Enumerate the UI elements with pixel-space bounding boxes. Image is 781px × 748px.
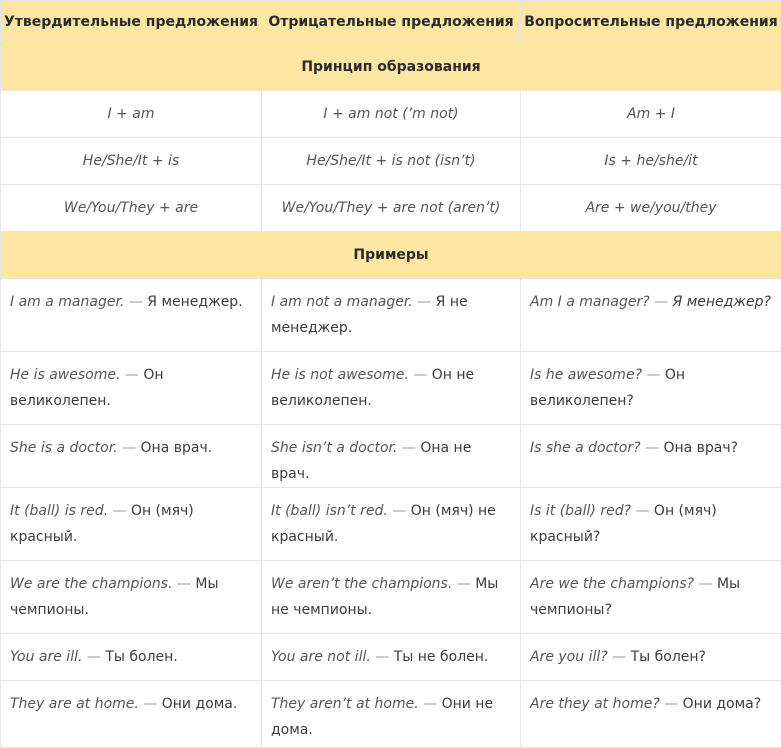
example-dash: — <box>409 367 432 383</box>
example-dash: — <box>660 696 683 712</box>
example-english: Are they at home? <box>530 696 660 712</box>
example-russian: Они дома. <box>162 696 238 712</box>
example-russian: Они дома? <box>683 696 762 712</box>
example-russian: Ты болен. <box>105 649 177 665</box>
example-english: You are ill. <box>10 649 82 665</box>
example-cell <box>1 279 262 352</box>
example-dash: — <box>650 294 673 310</box>
example-dash: — <box>452 576 475 592</box>
section-examples-title: Примеры <box>1 232 781 279</box>
example-cell <box>521 561 781 634</box>
example-russian: Я не менеджер. <box>271 294 468 336</box>
formula-cell: He/She/It + is not (isn’t) <box>262 138 521 185</box>
example-english: You are not ill. <box>271 649 371 665</box>
example-russian: Он не великолепен. <box>271 367 474 409</box>
example-russian: Я менеджер? <box>673 294 771 310</box>
example-row <box>1 681 781 748</box>
example-dash: — <box>419 696 442 712</box>
example-english: She isn’t a doctor. <box>271 440 397 456</box>
example-cell <box>262 488 521 561</box>
example-cell <box>262 352 521 425</box>
example-russian: Мы чемпионы? <box>530 576 740 618</box>
section-formation-row <box>1 44 781 91</box>
example-cell <box>262 561 521 634</box>
example-english: She is a doctor. <box>10 440 118 456</box>
example-cell <box>521 634 781 681</box>
example-cell <box>521 488 781 561</box>
example-dash: — <box>388 503 411 519</box>
example-english: They are at home. <box>10 696 139 712</box>
example-english: He is not awesome. <box>271 367 409 383</box>
example-english: It (ball) isn’t red. <box>271 503 388 519</box>
example-english: Are we the champions? <box>530 576 694 592</box>
example-dash: — <box>397 440 420 456</box>
header-affirmative: Утвердительные предложения <box>1 1 262 44</box>
example-dash: — <box>641 440 664 456</box>
formula-row <box>1 185 781 232</box>
example-russian: Он (мяч) не красный. <box>271 503 496 545</box>
example-dash: — <box>124 294 147 310</box>
example-cell <box>262 425 521 488</box>
example-english: We aren’t the champions. <box>271 576 452 592</box>
example-row <box>1 561 781 634</box>
example-russian: Она не врач. <box>271 440 471 482</box>
example-russian: Он великолепен. <box>10 367 164 409</box>
example-dash: — <box>139 696 162 712</box>
example-russian: Мы не чемпионы. <box>271 576 498 618</box>
example-cell <box>262 681 521 748</box>
example-russian: Я менеджер. <box>147 294 242 310</box>
example-russian: Мы чемпионы. <box>10 576 219 618</box>
example-dash: — <box>120 367 143 383</box>
example-row <box>1 425 781 488</box>
formula-row <box>1 138 781 185</box>
example-russian: Он (мяч) красный. <box>10 503 194 545</box>
header-interrogative: Вопросительные предложения <box>521 1 781 44</box>
example-dash: — <box>371 649 394 665</box>
example-english: He is awesome. <box>10 367 120 383</box>
example-dash: — <box>108 503 131 519</box>
header-negative: Отрицательные предложения <box>262 1 521 44</box>
example-dash: — <box>694 576 717 592</box>
example-cell <box>1 352 262 425</box>
example-russian: Она врач? <box>663 440 738 456</box>
example-dash: — <box>608 649 631 665</box>
example-cell <box>521 352 781 425</box>
example-cell <box>1 425 262 488</box>
example-english: I am a manager. <box>10 294 124 310</box>
example-english: I am not a manager. <box>271 294 413 310</box>
example-english: It (ball) is red. <box>10 503 108 519</box>
example-russian: Ты не болен. <box>394 649 489 665</box>
formula-cell: We/You/They + are <box>1 185 262 232</box>
header-row <box>1 1 781 44</box>
example-dash: — <box>642 367 665 383</box>
example-cell <box>262 634 521 681</box>
example-dash: — <box>82 649 105 665</box>
example-russian: Они не дома. <box>271 696 493 738</box>
example-cell <box>521 681 781 748</box>
example-cell <box>1 488 262 561</box>
example-cell <box>262 279 521 352</box>
formula-cell: Are + we/you/they <box>521 185 781 232</box>
example-english: We are the champions. <box>10 576 172 592</box>
example-cell <box>521 425 781 488</box>
example-dash: — <box>118 440 141 456</box>
formula-row <box>1 91 781 138</box>
section-formation-title: Принцип образования <box>1 44 781 91</box>
example-russian: Она врач. <box>141 440 213 456</box>
example-row <box>1 488 781 561</box>
formula-cell: He/She/It + is <box>1 138 262 185</box>
example-russian: Он великолепен? <box>530 367 685 409</box>
example-row <box>1 279 781 352</box>
formula-cell: I + am <box>1 91 262 138</box>
example-english: Is it (ball) red? <box>530 503 631 519</box>
example-english: Am I a manager? <box>530 294 650 310</box>
example-russian: Он (мяч) красный? <box>530 503 717 545</box>
example-dash: — <box>413 294 436 310</box>
example-english: Is he awesome? <box>530 367 642 383</box>
example-english: Is she a doctor? <box>530 440 641 456</box>
example-russian: Ты болен? <box>631 649 706 665</box>
example-cell <box>1 561 262 634</box>
formula-cell: Am + I <box>521 91 781 138</box>
example-dash: — <box>172 576 195 592</box>
example-english: Are you ill? <box>530 649 608 665</box>
example-english: They aren’t at home. <box>271 696 419 712</box>
example-cell <box>1 681 262 748</box>
formula-cell: Is + he/she/it <box>521 138 781 185</box>
example-cell <box>521 279 781 352</box>
section-examples-row <box>1 232 781 279</box>
example-dash: — <box>631 503 654 519</box>
formula-cell: I + am not (’m not) <box>262 91 521 138</box>
formula-cell: We/You/They + are not (aren’t) <box>262 185 521 232</box>
example-cell <box>1 634 262 681</box>
example-row <box>1 634 781 681</box>
example-row <box>1 352 781 425</box>
